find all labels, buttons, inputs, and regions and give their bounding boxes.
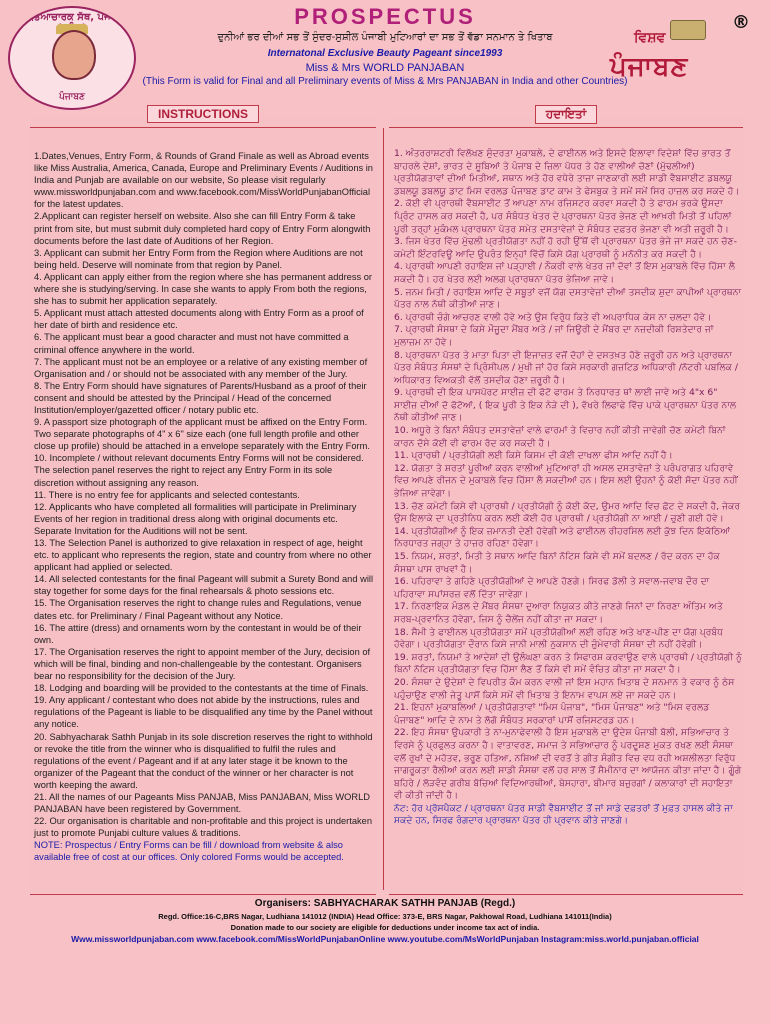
validity-line: (This Form is valid for Final and all Preliminary events of Miss & Mrs PANJABAN in India and other Countries) bbox=[142, 76, 628, 87]
instruction-item: 19. Any applicant / contestant who does not abide by the instructions, rules and regulations of the Pageant is liable to be disqualified any time by the Panel without any notice. bbox=[34, 695, 373, 730]
hadayat-item: 15. ਨਿਯਮ, ਸ਼ਰਤਾਂ, ਮਿਤੀ ਤੇ ਸਥਾਨ ਆਦਿ ਬਿਨਾਂ ਨੋਟਿਸ ਕਿਸੇ ਵੀ ਸਮੇਂ ਬਦਲਣ / ਰੱਦ ਕਰਨ ਦਾ ਹੱਕ ਸੰਸਥਾ ਪਾਸ ਰਾਖਵਾਂ ਹੈ। bbox=[394, 551, 720, 575]
page-title: PROSPECTUS bbox=[294, 4, 476, 29]
instruction-item: 18. Lodging and boarding will be provided to the contestants at the time of Finals. bbox=[34, 683, 369, 694]
instruction-item: 2.Applicant can register herself on website. Also she can fill Entry Form & take print from site, but must submit duly completed hard copy of Entry Form alongwith documents before the last date of Auditions of her Region. bbox=[34, 211, 371, 246]
instruction-item: 13. The Selection Panel is authorized to give relaxation in respect of age, height etc. to applicant who represents the region, state and country from where no other applicant had applied or selected. bbox=[34, 538, 372, 573]
instruction-item: 22. Our organisation is charitable and non-profitable and this project is undertaken just to promote Punjabi culture values & traditions. bbox=[34, 816, 372, 839]
instruction-item: 1.Dates,Venues, Entry Form, & Rounds of Grand Finale as well as Abroad events like Miss Australia, America, Canada, Europe and Preliminary Events / Auditions in India and Punjab are available on our website, So please visit regularly www.missworldpunjaban.com and www.facebook.com/MissWorldPunjabanOfficial for the latest updates. bbox=[34, 151, 373, 210]
column-divider bbox=[383, 128, 384, 890]
instruction-item: 15. The Organisation reserves the right to change rules and Regulations, venue dates etc. for Preliminary / Final Pageant without any Notice. bbox=[34, 598, 362, 621]
hadayat-item: 6. ਪ੍ਰਾਰਥੀ ਚੰਗੇ ਆਚਰਣ ਵਾਲੀ ਹੋਵੇ ਅਤੇ ਉਸ ਵਿਰੁੱਧ ਕਿਤੇ ਵੀ ਅਪਰਾਧਿਕ ਕੇਸ ਨਾ ਚਲਦਾ ਹੋਵੇ। bbox=[394, 311, 712, 323]
instruction-item: 21. All the names of our Pageants Miss PANJAB, Miss PANJABAN, Miss WORLD PANJABAN have been registered by Government. bbox=[34, 791, 370, 815]
instruction-item: 10. Incomplete / without relevant documents Entry Forms will not be considered. The selection panel reserves the right to reject any Entry Form in its sole discretion without assigning any reason. bbox=[34, 453, 364, 488]
offices-line: Regd. Office:16-C,BRS Nagar, Ludhiana 141012 (INDIA) Head Office: 373-E, BRS Nagar, Pakhowal Road, Ludhiana 141011(India) bbox=[158, 912, 612, 921]
logo-crown-icon bbox=[670, 20, 706, 40]
hadayat-item: 12. ਯੋਗਤਾ ਤੇ ਸ਼ਰਤਾਂ ਪੂਰੀਆਂ ਕਰਨ ਵਾਲੀਆਂ ਮੁਟਿਆਰਾਂ ਹੀ ਅਸਲ ਦਸਤਾਵੇਜ਼ਾਂ ਤੇ ਪਰੰਪਰਾਗਤ ਪਹਿਰਾਵੇ ਵਿਚ ਆਪਣੇ ਰੀਜਨ ਦੇ ਮੁਕਾਬਲੇ ਵਿਚ ਹਿੱਸਾ ਲੈ ਸਕਦੀਆਂ ਹਨ। ਇਸ ਲਈ ਉਹਨਾਂ ਨੂੰ ਕੋਈ ਸੱਦਾ ਪੱਤਰ ਨਹੀਂ ਭੇਜਿਆ ਜਾਵੇਗਾ। bbox=[394, 462, 738, 500]
tagline-punjabi: ਦੁਨੀਆਂ ਭਰ ਦੀਆਂ ਸਭ ਤੋਂ ਸੁੰਦਰ-ਸੁਸ਼ੀਲ ਪੰਜਾਬੀ ਮੁਟਿਆਰਾਂ ਦਾ ਸਭ ਤੋਂ ਵੱਡਾ ਸਨਮਾਨ ਤੇ ਖਿਤਾਬ bbox=[217, 32, 553, 43]
hadayatan-list bbox=[394, 148, 742, 828]
hadayat-item: 21. ਇਹਨਾਂ ਮੁਕਾਬਲਿਆਂ / ਪ੍ਰਤੀਯੋਗਤਾਵਾਂ "ਮਿਸ ਪੰਜਾਬ", "ਮਿਸ ਪੰਜਾਬਣ" ਅਤੇ "ਮਿਸ ਵਰਲਡ ਪੰਜਾਬਣ" ਆਦਿ ਦੇ ਨਾਮ ਤੇ ਲੋਗੋ ਸੰਬੰਧਤ ਸਰਕਾਰਾਂ ਪਾਸੋਂ ਰਜਿਸਟਰਡ ਹਨ। bbox=[394, 702, 710, 726]
hadayat-item: 9. ਪ੍ਰਾਰਥੀ ਦੀ ਇਕ ਪਾਸਪੋਰਟ ਸਾਈਜ਼ ਦੀ ਫੋਟੋ ਫਾਰਮ ਤੇ ਨਿਰਧਾਰਤ ਥਾਂ ਲਾਈ ਜਾਵੇ ਅਤੇ 4"x 6" ਸਾਈਜ਼ ਦੀਆਂ ਦੋ ਫੋਟੋਆਂ, ( ਇਕ ਪੂਰੀ ਤੇ ਇਕ ਨੇੜੇ ਦੀ ), ਵੱਖਰੇ ਲਿਫਾਫੇ ਵਿੱਚ ਪਾਕੇ ਪ੍ਰਾਰਥਨਾ ਪੱਤਰ ਨਾਲ ਨੱਥੀ ਕੀਤੀਆਂ ਜਾਣ। bbox=[394, 387, 737, 424]
hadayat-item: 4. ਪ੍ਰਾਰਥੀ ਆਪਣੀ ਰਹਾਇਸ਼ ਜਾਂ ਪੜ੍ਹਾਈ / ਨੌਕਰੀ ਵਾਲੇ ਖੇਤਰ ਜਾਂ ਦੋਵਾਂ ਤੋਂ ਇਸ ਮੁਕਾਬਲੇ ਵਿੱਚ ਹਿੱਸਾ ਲੈ ਸਕਦੀ ਹੈ। ਹਰ ਖੇਤਰ ਲਈ ਅਲਗ ਪ੍ਰਾਰਥਨਾ ਪੱਤਰ ਭੇਜਿਆ ਜਾਵੇ। bbox=[394, 261, 735, 285]
hadayat-item: 7. ਪ੍ਰਾਰਥੀ ਸੰਸਥਾ ਦੇ ਕਿਸੇ ਮੌਜੂਦਾ ਮੈਂਬਰ ਅਤੇ / ਜਾਂ ਜਿਊਰੀ ਦੇ ਮੈਂਬਰ ਦਾ ਨਜ਼ਦੀਕੀ ਰਿਸ਼ਤੇਦਾਰ ਜਾਂ ਮੁਲਾਜ਼ਮ ਨਾ ਹੋਵੇ। bbox=[394, 324, 714, 348]
instruction-item: 6. The applicant must bear a good character and must not have committed a criminal offence anywhere in the world. bbox=[34, 332, 349, 355]
logo-top-word: ਵਿਸ਼ਵ bbox=[634, 30, 666, 46]
instructions-list bbox=[34, 150, 374, 864]
instruction-note: NOTE: Prospectus / Entry Forms can be fill / download from website & also available free of cost at our offices. Only colored Forms would be accepted. bbox=[34, 840, 344, 863]
footer-links[interactable]: Www.missworldpunjaban.com www.facebook.com/MissWorldPunjabanOnline www.youtube.com/MsWorldPunjaban Instagram:miss.world.punjaban.official bbox=[71, 934, 699, 944]
hadayat-item: 13. ਚੋਣ ਕਮੇਟੀ ਕਿਸੇ ਵੀ ਪ੍ਰਾਰਥੀ / ਪ੍ਰਤੀਯੋਗੀ ਨੂੰ ਕੋਈ ਕੱਦ, ਉਮਰ ਆਦਿ ਵਿਚ ਛੋਟ ਦੇ ਸਕਦੀ ਹੈ, ਜੇਕਰ ਉਸ ਇਲਾਕੇ ਦਾ ਪ੍ਰਤੀਨਿਧ ਕਰਨ ਲਈ ਕੋਈ ਹੋਰ ਪ੍ਰਾਰਥੀ / ਪ੍ਰਤੀਯੋਗੀ ਨਾ ਆਈ / ਚੁਣੀ ਗਈ ਹੋਵੇ। bbox=[394, 500, 741, 525]
seal-top-text: ਸਭਿਆਚਾਰਕ ਸੱਥ, ਪੰਜਾਬ bbox=[24, 12, 120, 23]
footer bbox=[0, 896, 770, 1024]
hadayat-item: 14. ਪ੍ਰਤੀਯੋਗੀਆਂ ਨੂੰ ਇਕ ਜ਼ਮਾਨਤੀ ਦੇਣੀ ਹੋਵੇਗੀ ਅਤੇ ਫਾਈਨਲ ਰੀਹਰਸਿਲ ਲਈ ਕੁੱਝ ਦਿਨ ਇਕੱਠਿਆਂ ਨਿਰਧਾਰਤ ਜਗ੍ਹਾ ਤੇ ਹਾਜ਼ਰ ਰਹਿਣਾ ਹੋਵੇਗਾ। bbox=[394, 525, 731, 550]
hadayat-item: 8. ਪ੍ਰਾਰਥਨਾ ਪੱਤਰ ਤੇ ਮਾਤਾ ਪਿਤਾ ਦੀ ਇਜਾਜ਼ਤ ਵਜੋਂ ਦੋਹਾਂ ਦੇ ਦਸਤਖ਼ਤ ਹੋਣੇ ਜ਼ਰੂਰੀ ਹਨ ਅਤੇ ਪ੍ਰਾਰਥਨਾ ਪੱਤਰ ਸੰਬੰਧਤ ਸੰਸਥਾਂ ਦੇ ਪ੍ਰਿੰਸੀਪਲ / ਮੁਖੀ ਜਾਂ ਹੋਰ ਕਿਸੇ ਸਰਕਾਰੀ ਗਜ਼ਟਿਡ ਅਧਿਕਾਰੀ /ਨੋਟਰੀ ਪਬਲਿਕ / ਅਧਿਕਾਰਤ ਵਿਅਕਤੀ ਵੱਲੋਂ ਤਸਦੀਕ ਹੋਣਾ ਜ਼ਰੂਰੀ ਹੈ। bbox=[394, 349, 738, 386]
instructions-title: INSTRUCTIONS bbox=[147, 105, 259, 123]
registered-mark: ® bbox=[732, 12, 750, 33]
hadayat-item: 19. ਸ਼ਰਤਾਂ, ਨਿਯਮਾਂ ਤੇ ਆਦੇਸ਼ਾਂ ਦੀ ਉਲੰਘਣਾ ਕਰਨ ਤੇ ਸਿਫਾਰਸ਼ ਕਰਵਾਉਣ ਵਾਲੇ ਪ੍ਰਾਰਥੀ / ਪ੍ਰਤੀਯੋਗੀ ਨੂੰ ਬਿਨਾਂ ਨੋਟਿਸ ਪ੍ਰਤੀਯੋਗਤਾ ਵਿਚ ਹਿੱਸਾ ਲੈਣ ਤੋਂ ਕਿਸੇ ਵੀ ਸਮੇਂ ਵੰਚਿਤ ਕੀਤਾ ਜਾ ਸਕਦਾ ਹੈ। bbox=[394, 651, 742, 676]
header bbox=[0, 0, 770, 112]
instruction-item: 12. Applicants who have completed all formalities will participate in Preliminary Events of her region in traditional dress along with original documents etc. Separate Invitation for the Auditions will not be sent. bbox=[34, 501, 357, 536]
hadayat-item: 11. ਪ੍ਰਾਰਥੀ / ਪ੍ਰਤੀਯੋਗੀ ਲਈ ਕਿਸੇ ਕਿਸਮ ਦੀ ਕੋਈ ਦਾਖਲਾ ਫੀਸ ਆਦਿ ਨਹੀਂ ਹੈ। bbox=[394, 450, 673, 462]
hadayat-item: 10. ਅਧੂਰੇ ਤੇ ਬਿਨਾਂ ਸੰਬੰਧਤ ਦਸਤਾਵੇਜ਼ਾਂ ਵਾਲੇ ਫਾਰਮਾਂ ਤੇ ਵਿਚਾਰ ਨਹੀਂ ਕੀਤੀ ਜਾਵੇਗੀ ਚੋਣ ਕਮੇਟੀ ਬਿਨਾਂ ਕਾਰਨ ਦੱਸੇ ਕੋਈ ਵੀ ਫਾਰਮ ਰੱਦ ਕਰ ਸਕਦੀ ਹੈ। bbox=[394, 425, 726, 449]
instruction-item: 20. Sabhyacharak Sathh Punjab in its sole discretion reserves the right to withhold or revoke the title from the winner who is disqualified to fulfil the rules and regulations of the event / Pageant and if at any later stage it be known to the organizer of the Pageant that the conduct of the winner or her character is not worth keeping the award. bbox=[34, 731, 373, 790]
hadayat-note: ਨੋਟ: ਹੋਰ ਪ੍ਰੋਸਪੈਕਟ / ਪ੍ਰਾਰਥਨਾ ਪੱਤਰ ਸਾਡੀ ਵੈਬਸਾਈਟ ਤੋਂ ਜਾਂ ਸਾਡੇ ਦਫ਼ਤਰਾਂ ਤੋਂ ਮੁਫ਼ਤ ਹਾਸਲ ਕੀਤੇ ਜਾ ਸਕਦੇ ਹਨ, ਸਿਰਫ ਰੰਗਦਾਰ ਪ੍ਰਾਰਥਨਾ ਪੱਤਰ ਹੀ ਪ੍ਰਵਾਨ ਕੀਤੇ ਜਾਣਗੇ। bbox=[394, 802, 733, 827]
instruction-item: 14. All selected contestants for the final Pageant will submit a Surety Bond and will stay together for some days for the final rehearsals & photo sessions etc. bbox=[34, 574, 374, 597]
instruction-item: 3. Applicant can submit her Entry Form from the Region where Auditions are not being held. Deserve will nominate from that region by Panel. bbox=[34, 247, 363, 270]
instruction-item: 16. The attire (dress) and ornaments worn by the contestant in would be of their own. bbox=[34, 622, 362, 645]
instruction-item: 9. A passport size photograph of the applicant must be affixed on the Entry Form. Two separate photographs of 4" x 6" size each (one full length profile and other close up profile) should be attached in a envelope separately with the Entry Form. bbox=[34, 417, 370, 452]
instruction-item: 7. The applicant must not be an employee or a relative of any existing member of Organisation and / or should not be associated with any member of the Jury. bbox=[34, 356, 368, 379]
seal-bottom-text: ਪੰਜਾਬਣ bbox=[59, 92, 85, 102]
hadayat-item: 3. ਜਿਸ ਖੇਤਰ ਵਿੱਚ ਮੁੱਢਲੀ ਪ੍ਰਤੀਯੋਗਤਾ ਨਹੀਂ ਹੋ ਰਹੀ ਉੱਥੋਂ ਵੀ ਪ੍ਰਾਰਥਨਾ ਪੱਤਰ ਭੇਜੇ ਜਾ ਸਕਦੇ ਹਨ ਚੋਣ-ਕਮੇਟੀ ਇੰਟਰਵਿਊ ਆਦਿ ਉਪਰੰਤ ਇਨ੍ਹਾਂ ਵਿੱਚੋਂ ਕਿਸੇ ਯੋਗ ਪ੍ਰਾਰਥੀ ਨੂੰ ਮਨੋਨੀਤ ਕਰ ਸਕਦੀ ਹੈ। bbox=[394, 236, 737, 260]
hadayat-item: 18. ਸੈਮੀ ਤੇ ਫਾਈਨਲ ਪ੍ਰਤੀਯੋਗਤਾ ਸਮੇਂ ਪ੍ਰਤੀਯੋਗੀਆਂ ਲਈ ਰਹਿਣ ਅਤੇ ਖਾਣ-ਪੀਣ ਦਾ ਯੋਗ ਪ੍ਰਬੰਧ ਹੋਵੇਗਾ। ਪ੍ਰਤੀਯੋਗਤਾ ਦੌਰਾਨ ਕਿਸੇ ਜਾਨੀ ਮਾਲੀ ਨੁਕਸਾਨ ਦੀ ਜ਼ੁੰਮੇਵਾਰੀ ਸੰਸਥਾ ਦੀ ਨਹੀਂ ਹੋਵੇਗੀ। bbox=[394, 626, 723, 651]
instruction-item: 11. There is no entry fee for applicants and selected contestants. bbox=[34, 489, 300, 500]
miss-mrs-line: Miss & Mrs WORLD PANJABAN bbox=[305, 62, 465, 74]
hadayat-item: 20. ਸੰਸਥਾ ਦੇ ਉਦੇਸ਼ਾਂ ਦੇ ਵਿਪਰੀਤ ਕੰਮ ਕਰਨ ਵਾਲੀ ਜਾਂ ਇਸ ਮਹਾਨ ਖ਼ਿਤਾਬ ਦੇ ਸਨਮਾਨ ਤੇ ਵਕਾਰ ਨੂੰ ਠੇਸ ਪਹੁੰਚਾਉਣ ਵਾਲੀ ਜੇਤੂ ਪਾਸੋਂ ਕਿਸੇ ਸਮੇਂ ਵੀ ਖ਼ਿਤਾਬ ਤੇ ਇਨਾਮ ਵਾਪਸ ਲਏ ਜਾ ਸਕਦੇ ਹਨ। bbox=[394, 676, 735, 701]
panjaban-logo bbox=[600, 8, 750, 108]
hadayat-item: 16. ਪਹਿਰਾਵਾ ਤੇ ਗਹਿਣੇ ਪ੍ਰਤੀਯੋਗੀਆਂ ਦੇ ਆਪਣੇ ਹੋਣਗੇ। ਸਿਰਫ ਡੋਲੀ ਤੇ ਸਵਾਲ-ਜਵਾਬ ਦੌਰ ਦਾ ਪਹਿਰਾਵਾ ਸਪਾਂਸਰਜ਼ ਵਲੋਂ ਦਿੱਤਾ ਜਾਵੇਗਾ। bbox=[394, 576, 710, 600]
hadayat-item: 22. ਇਹ ਸੰਸਥਾ ਉਪਕਾਰੀ ਤੇ ਨਾ-ਮੁਨਾਫੇਵਾਲੀ ਹੈ ਇਸ ਮੁਕਾਬਲੇ ਦਾ ਉਦੇਸ਼ ਪੰਜਾਬੀ ਬੋਲੀ, ਸਭਿਆਚਾਰ ਤੇ ਵਿਰਸੇ ਨੂੰ ਪ੍ਰਫੁਲਤ ਕਰਨਾ ਹੈ। ਵਾਤਾਵਰਣ, ਸਮਾਜ ਤੇ ਸਭਿਆਚਾਰ ਨੂੰ ਪਰਦੂਸ਼ਣ ਮੁਕਤ ਰਖਣ ਲਈ ਸੰਸਥਾ ਵਲੋਂ ਰੁਖਾਂ ਦੇ ਮਹੱਤਵ, ਭਰੂਣ ਹਤਿਆ, ਨਸ਼ਿਆਂ ਦੀ ਵਰਤੋਂ ਤੇ ਗੀਤ ਸੰਗੀਤ ਵਿਚ ਵਧ ਰਹੀ ਅਸ਼ਲੀਲਤਾ ਵਿਰੁੱਧ ਜਾਗਰੂਕਤਾ ਰੈਲੀਆਂ ਕਰਨ ਲਈ ਸਾਡੀ ਸੰਸਥਾ ਵਲੋਂ ਹਰ ਸਾਲ ਤੋਂ ਸੈਮੀਨਾਰ ਦਾ ਆਯੋਜਨ ਕੀਤਾ ਜਾਂਦਾ ਹੈ। ਗੂੰਗੇ ਬਹਿਰੇ / ਲੋੜਵੰਦ ਗਰੀਬ ਬੱਚਿਆਂ ਵਿਦਿਆਰਥੀਆਂ, ਬੇਸਹਾਰਾ, ਬੀਮਾਰ ਬਜ਼ੁਰਗਾਂ / ਕਲਾਕਾਰਾਂ ਦੀ ਸਹਾਇਤਾ ਵੀ ਕੀਤੀ ਜਾਂਦੀ ਹੈ। bbox=[394, 727, 742, 802]
international-line: Internatonal Exclusive Beauty Pageant since1993 bbox=[267, 48, 503, 59]
hadayatan-title: ਹਦਾਇਤਾਂ bbox=[535, 105, 597, 124]
instruction-item: 4. Applicant can apply either from the region where she has permanent address or where she is studying/serving. In case she wants to apply From both the regions, she has to submit her application separately. bbox=[34, 271, 372, 307]
hadayat-item: 17. ਨਿਰਣਾਇਕ ਮੰਡਲ ਦੇ ਮੈਂਬਰ ਸੰਸਥਾ ਦੁਆਰਾ ਨਿਯੁਕਤ ਕੀਤੇ ਜਾਣਗੇ ਜਿਨਾਂ ਦਾ ਨਿਰਣਾ ਅੰਤਿਮ ਅਤੇ ਸਰਬ-ਪ੍ਰਵਾਨਿਤ ਹੋਵੇਗਾ, ਜਿਸ ਨੂੰ ਚੈਲੇਂਜ ਨਹੀਂ ਕੀਤਾ ਜਾ ਸਕਦਾ। bbox=[394, 601, 723, 625]
instruction-item: 17. The Organisation reserves the right to appoint member of the Jury, decision of which will be final, binding and non-challengeable by the contestant. Organisers bear no responsibility for the decision of the Jury. bbox=[34, 646, 371, 682]
hadayat-item: 2. ਕੋਈ ਵੀ ਪ੍ਰਾਰਥੀ ਵੈਬਸਾਈਟ ਤੋਂ ਆਪਣਾ ਨਾਮ ਰਜਿਸਟਰ ਕਰਵਾ ਸਕਦੀ ਹੈ ਤੇ ਫਾਰਮ ਭਰਕੇ ਉਸਦਾ ਪ੍ਰਿੰਟ ਹਾਸਲ ਕਰ ਸਕਦੀ ਹੈ, ਪਰ ਸੰਬੰਧਤ ਖੇਤਰ ਦੇ ਪ੍ਰਾਰਥਨਾ ਪੱਤਰ ਭੇਜਣ ਦੀ ਆਖ਼ਰੀ ਮਿਤੀ ਤੋਂ ਪਹਿਲਾਂ ਪੂਰੀ ਤਰ੍ਹਾਂ ਮੁਕੰਮਲ ਪ੍ਰਾਰਥਨਾ ਪੱਤਰ ਸਮੇਤ ਦਸਤਾਵੇਜ਼ਾਂ ਦੇ ਸੰਬੰਧਤ ਦਫ਼ਤਰ ਭੇਜਣਾ ਵੀ ਅਤੀ ਜ਼ਰੂਰੀ ਹੈ। bbox=[394, 198, 732, 235]
donation-line: Donation made to our society are eligible for deductions under income tax act of india. bbox=[230, 923, 540, 932]
instruction-item: 5. Applicant must attach attested documents along with Entry Form as a proof of her date of birth and residence etc. bbox=[34, 308, 364, 331]
organisers-line: Organisers: SABHYACHARAK SATHH PANJAB (Regd.) bbox=[254, 898, 516, 909]
instruction-item: 8. The Entry Form should have signatures of Parents/Husband as a proof of their consent and should be attested by the Principal / Head of the concerned Institution/employer/gazetted officer / notary public etc. bbox=[34, 380, 367, 415]
hadayat-item: 1. ਅੰਤਰਰਾਸ਼ਟਰੀ ਵਿਲੱਖਣ ਸੁੰਦਰਤਾ ਮੁਕਾਬਲੇ, ਦੇ ਫਾਈਨਲ ਅਤੇ ਇਸਦੇ ਇਲਾਵਾ ਵਿਦੇਸ਼ਾਂ ਵਿੱਚ ਭਾਰਤ ਤੋਂ ਬਾਹਰਲੇ ਦੇਸ਼ਾਂ, ਭਾਰਤ ਦੇ ਸੂਬਿਆਂ ਤੇ ਪੰਜਾਬ ਦੇ ਜ਼ਿਲਾ ਪੱਧਰ ਤੇ ਹੋਣ ਵਾਲੀਆਂ ਚੋਣਾਂ (ਮੁੱਢਲੀਆਂ) ਪ੍ਰਤੀਯੋਗਤਾਵਾਂ ਦੀਆਂ ਮਿਤੀਆਂ, ਸਥਾਨ ਅਤੇ ਹੋਰ ਵਧੇਰੇ ਤਾਜ਼ਾ ਜਾਣਕਾਰੀ ਲਈ ਸਾਡੀ ਵੈਬਸਾਈਟ ਡਬਲਯੂ ਡਬਲਯੂ ਡਬਲਯੂ ਡਾਟ ਮਿਸ ਵਰਲਡ ਪੰਜਾਬਣ ਡਾਟ ਕਾਮ ਤੇ ਫੇਸਬੁਕ ਤੇ ਸਮੇਂ ਸਮੇਂ ਸਿਰ ਹਾਜ਼ਲ ਕਰ ਸਕਦੇ ਹੋ। bbox=[394, 148, 740, 197]
hadayat-item: 5. ਜਨਮ ਮਿਤੀ / ਰਹਾਇਸ਼ ਆਦਿ ਦੇ ਸਬੂਤਾਂ ਵਜੋਂ ਯੋਗ ਦਸਤਾਵੇਜ਼ਾਂ ਦੀਆਂ ਤਸਦੀਕ ਸ਼ੁਦਾ ਕਾਪੀਆਂ ਪ੍ਰਾਰਥਨਾ ਪੱਤਰ ਨਾਲ ਨੱਥੀ ਕੀਤੀਆਂ ਜਾਣ। bbox=[394, 286, 742, 311]
logo-word: ਪੰਜਾਬਣ bbox=[610, 52, 689, 82]
